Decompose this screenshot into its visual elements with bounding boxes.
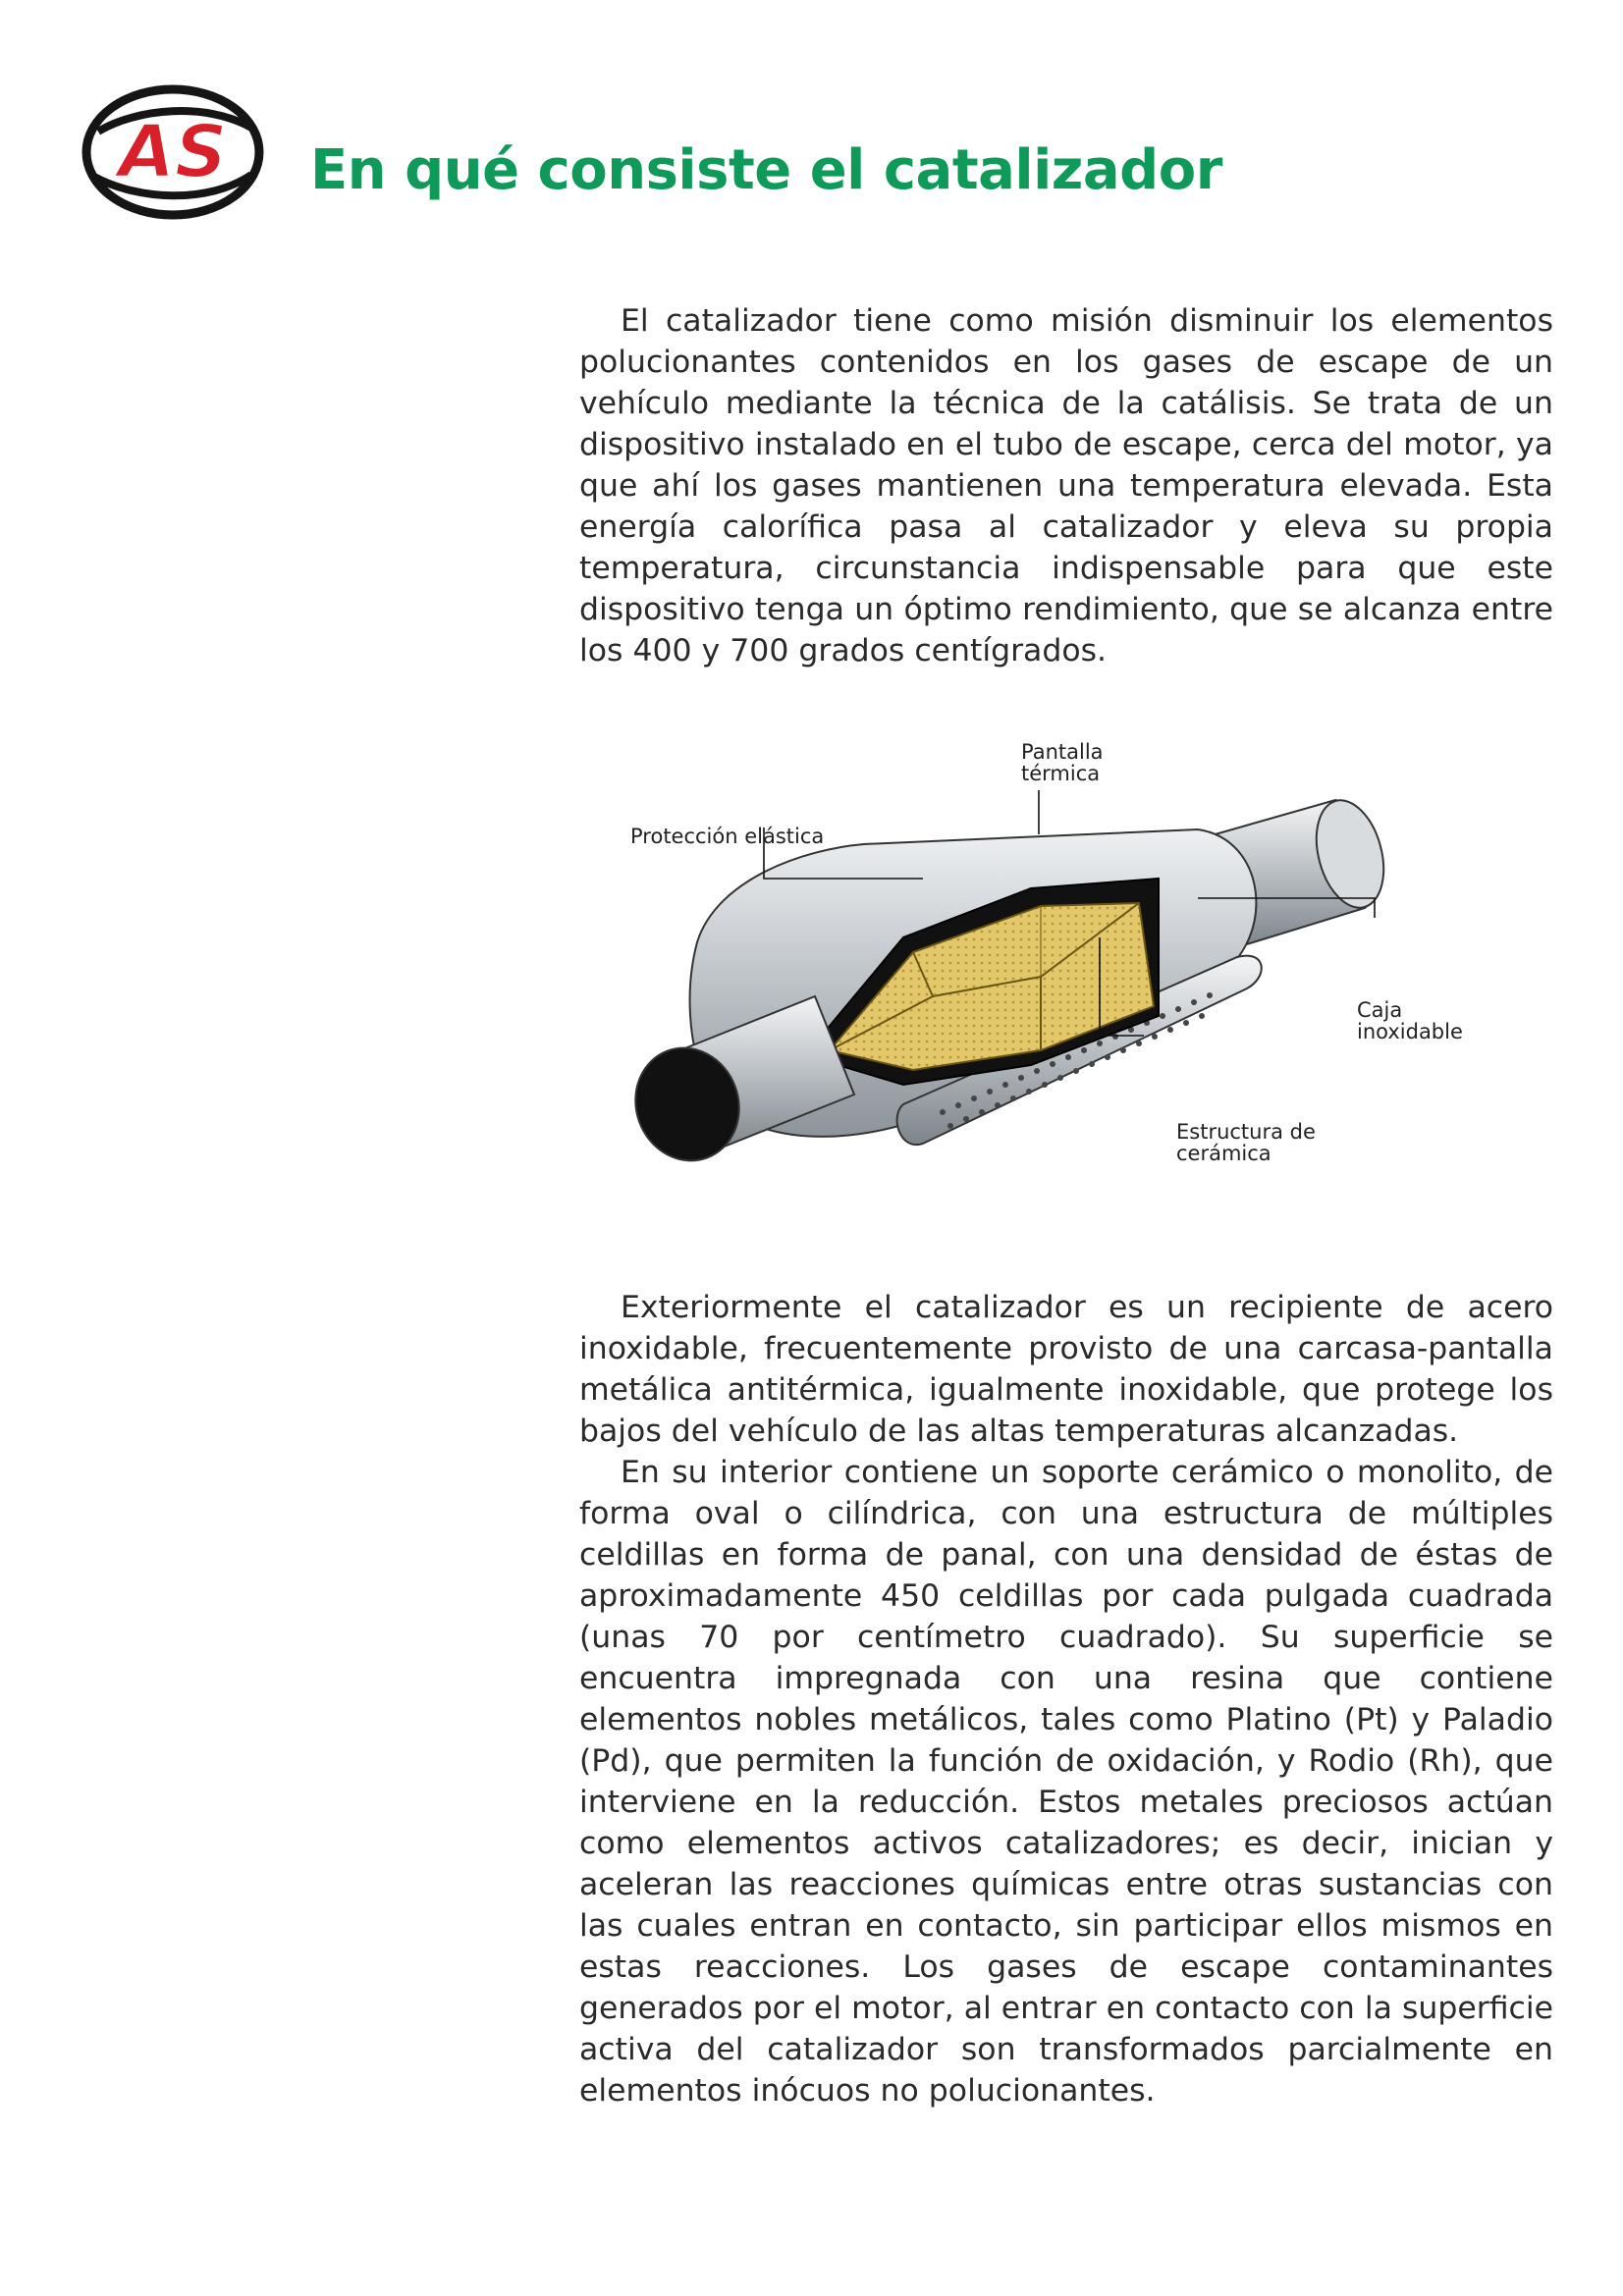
brand-logo	[79, 80, 267, 224]
intro-paragraph: El catalizador tiene como misión disminuir los elementos polucionantes contenidos en los gases de escape de un vehículo mediante la técnica de la catálisis. Se trata de un dispositivo instalado en el tubo de escape, cerca del motor, ya que ahí los gases mantienen una temperatura elevada. Esta energía calorífica pasa al catalizador y eleva su propia temperatura, circunstancia indispensable para que este dispositivo tenga un óptimo rendimiento, que se alcanza entre los 400 y 700 grados centígrados.	[579, 303, 1553, 668]
label-estructura-line1: Estructura de	[1176, 1120, 1316, 1144]
label-estructura-line2: cerámica	[1176, 1142, 1271, 1165]
logo-text: AS	[118, 110, 228, 194]
label-pantalla-line1: Pantalla	[1021, 740, 1104, 764]
catalytic-converter-illustration	[609, 731, 1473, 1222]
intro-section	[579, 300, 1553, 671]
body-section	[579, 1287, 1553, 2111]
body-paragraph-2: En su interior contiene un soporte cerámico o monolito, de forma oval o cilíndrica, con una estructura de múltiples celdillas en forma de panal, con una densidad de éstas de aproximadamente 450 celdillas por cada pulgada cuadrada (unas 70 por centímetro cuadrado). Su superficie se encuentra impregnada con una resina que contiene elementos nobles metálicos, tales como Platino (Pt) y Paladio (Pd), que permiten la función de oxidación, y Rodio (Rh), que interviene en la reducción. Estos metales preciosos actúan como elementos activos catalizadores; es decir, inician y aceleran las reacciones químicas entre otras sustancias con las cuales entran en contacto, sin participar ellos mismos en estas reacciones. Los gases de escape contaminantes generados por el motor, al entrar en contacto con la superficie activa del catalizador son transformados parcialmente en elementos inócuos no polucionantes.	[579, 1455, 1553, 2109]
label-caja-line2: inoxidable	[1357, 1020, 1463, 1043]
page-title: En qué consiste el catalizador	[310, 138, 1222, 202]
label-proteccion: Protección elástica	[630, 825, 825, 848]
label-pantalla-line2: térmica	[1021, 762, 1101, 785]
body-paragraph-1: Exteriormente el catalizador es un recipiente de acero inoxidable, frecuentemente provisto de una carcasa-pantalla metálica antitérmica, igualmente inoxidable, que protege los bajos del vehículo de las altas temperaturas alcanzadas.	[579, 1290, 1553, 1449]
label-caja-line1: Caja	[1357, 998, 1403, 1022]
